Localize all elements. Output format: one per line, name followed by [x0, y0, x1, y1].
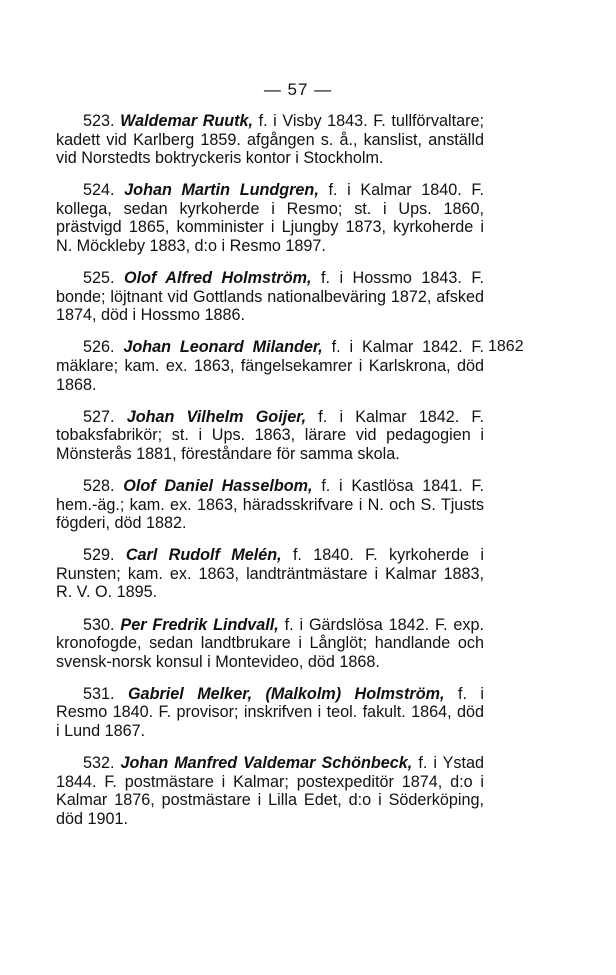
- entry-number: 528.: [83, 477, 115, 495]
- entry-text: f. i Visby 1843. F. tullförvaltare; kadett vid Karlberg 1859. afgången s. å., kanslist, anställd vid Norstedts boktryckeris kontor i Stockholm.: [56, 112, 485, 168]
- entry-number: 523.: [83, 112, 115, 130]
- entry-text: f. i Kalmar 1842. F. mäklare; kam. ex. 1863, fängelsekamrer i Karlskrona, död 1868.: [56, 338, 485, 394]
- entry-525: [56, 269, 484, 325]
- entry-number: 526.: [83, 338, 115, 357]
- entry-text: f. i Resmo 1840. F. provisor; inskrifven i teol. fakult. 1864, död i Lund 1867.: [56, 684, 484, 741]
- entry-name: Waldemar Ruutk,: [120, 112, 254, 130]
- entry-name: Gabriel Melker, (Malkolm) Holmström,: [127, 684, 445, 703]
- entry-name: Per Fredrik Lindvall,: [120, 615, 279, 634]
- entry-529: [56, 546, 484, 602]
- entry-text: f. i Kalmar 1840. F. kollega, sedan kyrkoherde i Resmo; st. i Ups. 1860, prästvigd 1865, komminister i Ljungby 1873, kyrkoherde i N. Möckleby 1883, d:o i Resmo 1897.: [56, 181, 485, 256]
- entry-name: Olof Daniel Hasselbom,: [123, 477, 313, 495]
- page-number: — 57 —: [263, 80, 333, 99]
- entry-text: f. i Ystad 1844. F. postmästare i Kalmar; postexpeditör 1874, d:o i Kalmar 1876, postmästare i Lilla Edet, d:o i Söderköping, död 1901.: [56, 754, 485, 828]
- entry-number: 527.: [83, 407, 115, 426]
- entry-531: [56, 685, 484, 741]
- entry-name: Olof Alfred Holmström,: [124, 269, 312, 288]
- entry-number: 532.: [83, 754, 115, 773]
- entry-text: f. 1840. F. kyrkoherde i Runsten; kam. ex. 1863, landträntmästare i Kalmar 1883, R. V. O. 1895.: [56, 546, 484, 602]
- margin-note: 1862: [488, 338, 524, 356]
- entry-532: [56, 754, 484, 828]
- entry-526: [56, 338, 524, 394]
- entry-number: 524.: [83, 181, 115, 200]
- entry-528: [56, 477, 484, 533]
- entry-text: f. i Kalmar 1842. F. tobaksfabrikör; st. i Ups. 1863, lärare vid pedagogien i Mönsterås 1881, föreståndare för samma skola.: [56, 407, 484, 463]
- entry-name: Carl Rudolf Melén,: [125, 546, 282, 565]
- entry-text: f. i Hossmo 1843. F. bonde; löjtnant vid Gottlands nationalbeväring 1872, afsked 1874, död i Hossmo 1886.: [56, 269, 485, 325]
- entry-name: Johan Martin Lundgren,: [124, 181, 319, 200]
- entry-number: 530.: [83, 615, 115, 634]
- entry-527: [56, 408, 484, 464]
- entry-523: [56, 112, 484, 168]
- entry-text: f. i Gärdslösa 1842. F. exp. kronofogde, sedan landtbrukare i Långlöt; handlande och svensk-norsk konsul i Montevideo, död 1868.: [56, 615, 485, 671]
- entry-530: [56, 616, 484, 672]
- entry-number: 525.: [83, 269, 115, 288]
- entry-name: Johan Manfred Valdemar Schönbeck,: [120, 754, 413, 773]
- entry-name: Johan Vilhelm Goijer,: [126, 407, 307, 426]
- entry-list: [56, 112, 524, 842]
- entry-number: 529.: [83, 546, 115, 565]
- entry-number: 531.: [83, 684, 115, 703]
- entry-524: [56, 181, 484, 255]
- entry-text: f. i Kastlösa 1841. F. hem.-äg.; kam. ex. 1863, häradsskrifvare i N. och S. Tjusts fögderi, död 1882.: [56, 477, 485, 533]
- entry-name: Johan Leonard Milander,: [123, 338, 323, 357]
